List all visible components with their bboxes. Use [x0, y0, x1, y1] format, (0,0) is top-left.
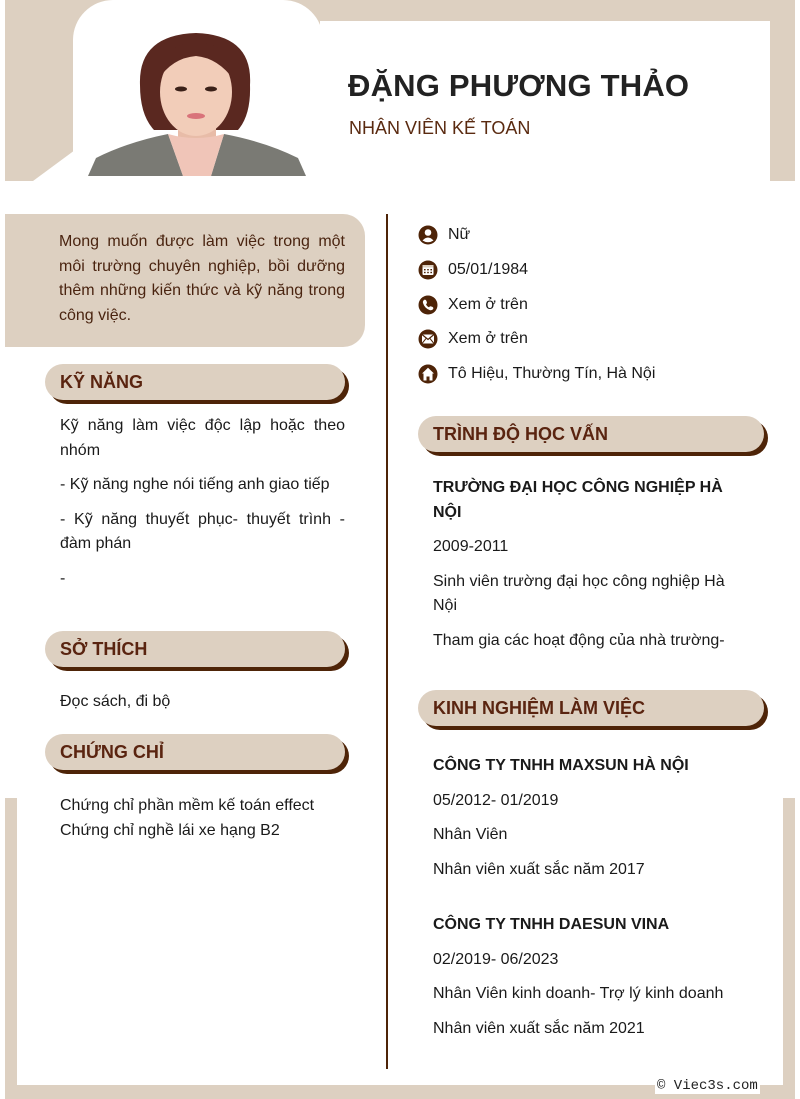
user-icon — [418, 225, 438, 245]
certificate-item: Chứng chỉ phần mềm kế toán effect — [60, 797, 315, 814]
candidate-name: ĐẶNG PHƯƠNG THẢO — [348, 68, 690, 103]
section-header-experience: KINH NGHIỆM LÀM VIỆC — [418, 690, 764, 726]
skill-item: Kỹ năng làm việc độc lập hoặc theo nhóm — [60, 417, 345, 459]
calendar-icon — [418, 260, 438, 280]
education-role: Sinh viên trường đại học công nghiệp Hà Nội — [433, 572, 725, 614]
profile-photo — [88, 30, 306, 176]
job-period: 05/2012- 01/2019 — [433, 791, 559, 809]
skill-item: - — [60, 569, 66, 587]
home-icon — [418, 364, 438, 384]
objective-text: Mong muốn được làm việc trong một môi trường chuyên nghiệp, bồi dưỡng thêm những kiến thức và kỹ năng trong công việc. — [59, 233, 345, 324]
job-achievement: Nhân viên xuất sắc năm 2021 — [433, 1019, 645, 1037]
frame-left-border — [5, 798, 17, 1099]
experience-job-2 — [433, 913, 753, 1051]
job-period: 02/2019- 06/2023 — [433, 950, 559, 968]
envelope-icon — [418, 329, 438, 349]
hobbies-text: Đọc sách, đi bộ — [60, 693, 171, 710]
company-name: CÔNG TY TNHH MAXSUN HÀ NỘI — [433, 757, 689, 774]
career-objective — [5, 214, 365, 347]
certificate-item: Chứng chỉ nghề lái xe hạng B2 — [60, 821, 280, 839]
education-entry — [433, 476, 733, 663]
skill-item: - Kỹ năng nghe nói tiếng anh giao tiếp — [60, 476, 330, 493]
section-header-education: TRÌNH ĐỘ HỌC VẤN — [418, 416, 764, 452]
job-title: NHÂN VIÊN KẾ TOÁN — [349, 118, 531, 138]
job-position: Nhân Viên kinh doanh- Trợ lý kinh doanh — [433, 985, 724, 1002]
education-note: Tham gia các hoạt động của nhà trường- — [433, 631, 725, 649]
certificates-list — [60, 794, 345, 843]
contact-phone: Xem ở trên — [418, 293, 528, 317]
school-name: TRƯỜNG ĐẠI HỌC CÔNG NGHIỆP HÀ NỘI — [433, 479, 723, 521]
watermark: © Viec3s.com — [657, 1078, 758, 1094]
skills-list — [60, 414, 345, 601]
frame-right-border — [783, 798, 795, 1099]
section-header-certificates: CHỨNG CHỈ — [45, 734, 345, 770]
column-divider — [386, 214, 388, 1069]
contact-address: Tô Hiệu, Thường Tín, Hà Nội — [418, 362, 655, 386]
contact-gender: Nữ — [418, 223, 470, 247]
education-period: 2009-2011 — [433, 538, 509, 555]
section-header-skills: KỸ NĂNG — [45, 364, 345, 400]
phone-icon — [418, 295, 438, 315]
company-name: CÔNG TY TNHH DAESUN VINA — [433, 916, 670, 933]
experience-job-1 — [433, 754, 753, 892]
section-header-hobbies: SỞ THÍCH — [45, 631, 345, 667]
job-achievement: Nhân viên xuất sắc năm 2017 — [433, 860, 645, 878]
skill-item: - Kỹ năng thuyết phục- thuyết trình - đàm phán — [60, 510, 345, 552]
job-position: Nhân Viên — [433, 826, 508, 843]
contact-birthdate: 05/01/1984 — [418, 258, 528, 282]
contact-email: Xem ở trên — [418, 327, 528, 351]
